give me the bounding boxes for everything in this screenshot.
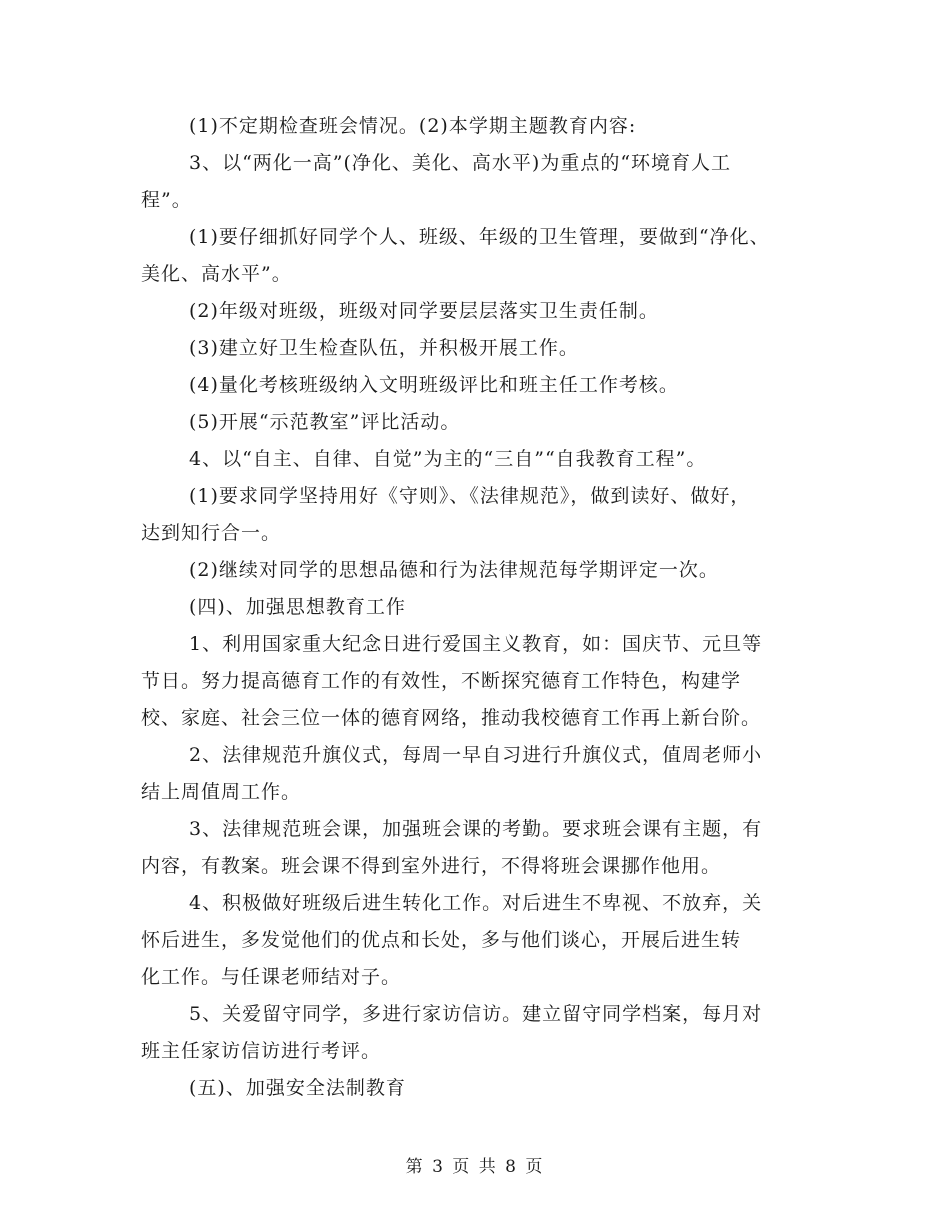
paragraph [141,885,813,996]
document-body [141,108,813,1107]
paragraph [141,1070,813,1107]
text-line: (2)继续对同学的思想品德和行为法律规范每学期评定一次。 [189,559,719,581]
text-line: 校、家庭、社会三位一体的德育网络，推动我校德育工作再上新台阶。 [141,707,762,729]
text-line: 3、法律规范班会课，加强班会课的考勤。要求班会课有主题，有 [189,818,763,840]
text-line: 5、关爱留守同学，多进行家访信访。建立留守同学档案，每月对 [189,1003,763,1025]
paragraph [141,404,813,441]
text-line: 2、法律规范升旗仪式，每周一早自习进行升旗仪式，值周老师小 [189,744,763,766]
text-line: (4)量化考核班级纳入文明班级评比和班主任工作考核。 [189,374,679,396]
text-line: 班主任家访信访进行考评。 [141,1040,382,1062]
paragraph [141,441,813,478]
text-line: (1)不定期检查班会情况。(2)本学期主题教育内容: [189,115,637,137]
text-line: (1)要仔细抓好同学个人、班级、年级的卫生管理，要做到“净化、 [189,226,770,248]
text-line: 美化、高水平”。 [141,263,292,285]
text-line: (1)要求同学坚持用好《守则》、《法律规范》，做到读好、做好， [189,485,751,507]
text-line: 达到知行合一。 [141,522,282,544]
text-line: 结上周值周工作。 [141,781,302,803]
text-line: 1、利用国家重大纪念日进行爱国主义教育，如：国庆节、元旦等 [189,633,763,655]
text-line: (五)、加强安全法制教育 [189,1077,406,1099]
text-line: (四)、加强思想教育工作 [189,596,406,618]
paragraph [141,811,813,885]
paragraph [141,367,813,404]
paragraph [141,219,813,293]
text-line: 4、以“自主、自律、自觉”为主的“三自”“自我教育工程”。 [189,448,707,470]
text-line: 怀后进生，多发觉他们的优点和长处，多与他们谈心，开展后进生转 [141,929,742,951]
page-footer: 第 3 页 共 8 页 [405,1157,545,1177]
paragraph [141,996,813,1070]
paragraph [141,589,813,626]
text-line: (3)建立好卫生检查队伍，并积极开展工作。 [189,337,579,359]
text-line: 4、积极做好班级后进生转化工作。对后进生不卑视、不放弃，关 [189,892,763,914]
text-line: 内容，有教案。班会课不得到室外进行，不得将班会课挪作他用。 [141,855,722,877]
text-line: 化工作。与任课老师结对子。 [141,966,402,988]
text-line: 程”。 [141,189,192,211]
paragraph [141,552,813,589]
text-line: (2)年级对班级，班级对同学要层层落实卫生责任制。 [189,300,659,322]
text-line: (5)开展“示范教室”评比活动。 [189,411,461,433]
paragraph [141,330,813,367]
paragraph [141,293,813,330]
paragraph [141,626,813,737]
text-line: 3、以“两化一高”(净化、美化、高水平)为重点的“环境育人工 [189,152,732,174]
paragraph [141,108,813,145]
paragraph [141,145,813,219]
text-line: 节日。努力提高德育工作的有效性，不断探究德育工作特色，构建学 [141,670,742,692]
paragraph [141,478,813,552]
paragraph [141,737,813,811]
